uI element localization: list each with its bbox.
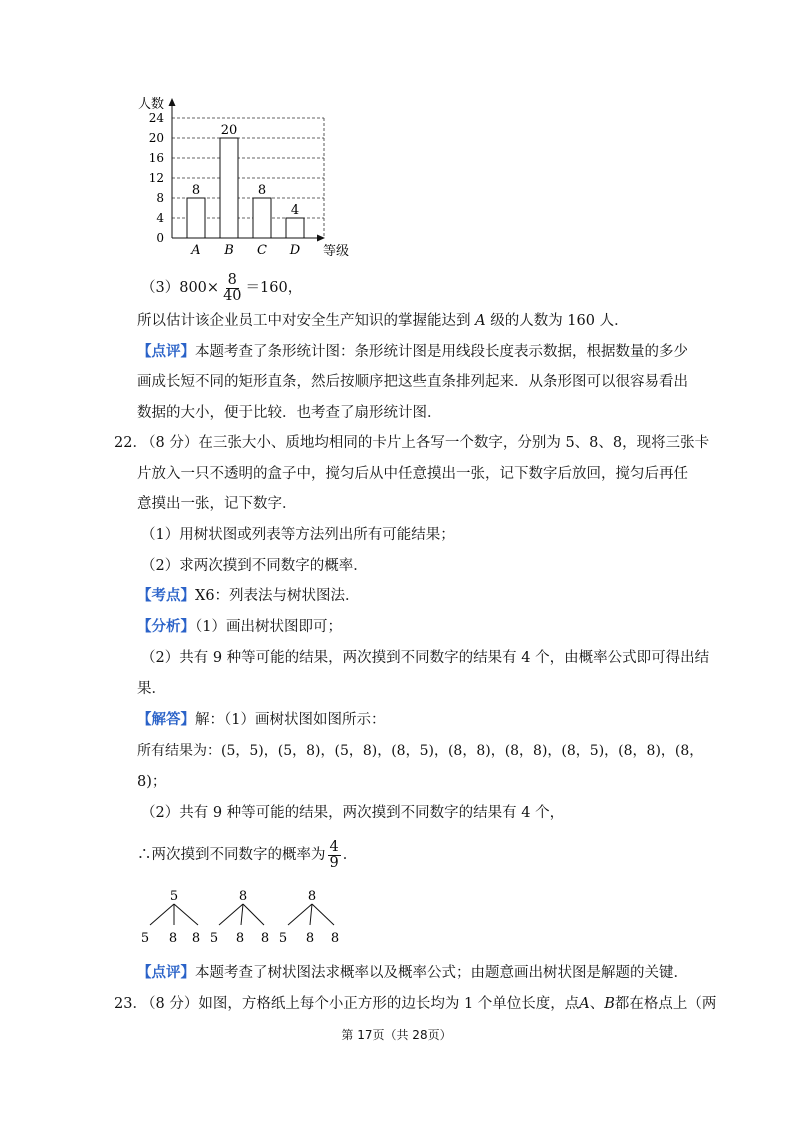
q22-kaodian bbox=[137, 586, 360, 606]
q23-number: 23． bbox=[114, 996, 147, 1012]
q22-comment-text: 本题考查了树状图法求概率以及概率公式；由题意画出树状图是解题的关键． bbox=[195, 965, 688, 981]
y-tick-20: 20 bbox=[148, 131, 164, 145]
q21-part3-result: ＝160， bbox=[245, 280, 303, 296]
data-label-B: 20 bbox=[220, 123, 238, 138]
data-label-C: 8 bbox=[257, 183, 267, 198]
q22-fenxi-line-2: （2）共有 9 种等可能的结果，两次摸到不同数字的结果有 4 个，由概率公式即可得出结 bbox=[141, 650, 710, 666]
page-footer: 第 17页（共 28页） bbox=[341, 1028, 452, 1042]
tree-2-leaf-1: 5 bbox=[209, 931, 219, 946]
tree-3-leaf-3: 8 bbox=[330, 931, 340, 946]
bar-chart bbox=[130, 92, 370, 262]
y-tick-0: 0 bbox=[156, 231, 164, 245]
q23-line-1a: （8 分）如图，方格纸上每个小正方形的边长均为 1 个单位长度，点 bbox=[141, 996, 580, 1012]
q22-jieda-text-1: 解：（1）画树状图如图所示： bbox=[195, 712, 386, 728]
bar-C bbox=[253, 198, 271, 238]
chart-bars bbox=[187, 138, 304, 238]
y-axis-arrow bbox=[169, 98, 176, 106]
q22-prob-den: 9 bbox=[329, 854, 339, 871]
q21-part3-prefix: （3）800× bbox=[141, 280, 220, 296]
q22-fenxi bbox=[137, 617, 342, 637]
tree-3-leaf-1: 5 bbox=[278, 931, 288, 946]
q23-var-a: A bbox=[579, 996, 590, 1012]
y-tick-4: 4 bbox=[156, 211, 164, 225]
q22-prob-prefix: ∴两次摸到不同数字的概率为 bbox=[137, 847, 326, 863]
q21-conclusion-b: 级的人数为 160 人． bbox=[490, 313, 629, 329]
chart-x-tick-labels bbox=[190, 243, 300, 258]
q22-results-line-2: 8)； bbox=[137, 774, 167, 790]
q22-line-3: 意摸出一张，记下数字． bbox=[137, 496, 297, 512]
q22-number: 22． bbox=[114, 435, 147, 451]
tree-1 bbox=[141, 889, 200, 946]
tree-3 bbox=[279, 889, 339, 946]
y-tick-24: 24 bbox=[148, 111, 164, 125]
tree-2-root: 8 bbox=[238, 889, 248, 904]
q22-results-line-1: 所有结果为：(5，5)，(5，8)，(5，8)，(8，5)，(8，8)，(8，8)，(8，5)，(8，8)，(8， bbox=[137, 743, 704, 759]
q23-line-1 bbox=[141, 994, 716, 1014]
q23-sep: 、 bbox=[589, 996, 605, 1012]
chart-data-labels bbox=[192, 123, 299, 218]
q21-part3-frac-num: 8 bbox=[227, 271, 237, 288]
data-label-A: 8 bbox=[191, 183, 201, 198]
tree-3-root: 8 bbox=[307, 889, 317, 904]
q21-conclusion-var: A bbox=[475, 313, 486, 329]
q22-line-2: 片放入一只不透明的盒子中，搅匀后从中任意摸出一张，记下数字后放回，搅匀后再任 bbox=[137, 466, 688, 482]
x-tick-C: C bbox=[257, 243, 267, 258]
x-tick-B: B bbox=[224, 243, 234, 258]
x-tick-A: A bbox=[191, 243, 201, 258]
q22-prob-fraction bbox=[328, 840, 341, 871]
q21-comment-line-1 bbox=[137, 342, 688, 362]
q22-jieda bbox=[137, 710, 385, 730]
tree-1-leaf-3: 8 bbox=[191, 931, 201, 946]
tree-1-root: 5 bbox=[169, 889, 179, 904]
tree-diagram bbox=[130, 883, 360, 953]
q22-fenxi-tag: 【分析】 bbox=[137, 618, 195, 635]
q22-fenxi-text-1: （1）画出树状图即可； bbox=[195, 619, 342, 635]
tree-2-leaf-2: 8 bbox=[235, 931, 245, 946]
q22-jieda-line-2: （2）共有 9 种等可能的结果，两次摸到不同数字的结果有 4 个， bbox=[141, 805, 565, 821]
q21-comment-line-3: 数据的大小，便于比较．也考查了扇形统计图． bbox=[137, 405, 442, 421]
q21-conclusion bbox=[137, 311, 629, 331]
q22-comment bbox=[137, 963, 688, 983]
q22-comment-tag: 【点评】 bbox=[137, 964, 195, 981]
y-axis-label: 人数 bbox=[138, 97, 165, 112]
q22-kaodian-tag: 【考点】 bbox=[137, 587, 195, 604]
x-tick-D: D bbox=[289, 243, 301, 258]
q22-line-1: （8 分）在三张大小、质地均相同的卡片上各写一个数字，分别为 5、8、8，现将三张卡 bbox=[141, 435, 710, 451]
q22-kaodian-text: X6：列表法与树状图法． bbox=[195, 588, 360, 604]
q21-comment-text-1: 本题考查了条形统计图：条形统计图是用线段长度表示数据，根据数量的多少 bbox=[195, 344, 688, 360]
q21-part3-fraction bbox=[221, 273, 243, 304]
q23-var-b: B bbox=[604, 996, 615, 1012]
q22-prob-num: 4 bbox=[329, 838, 339, 855]
tree-2-leaf-3: 8 bbox=[260, 931, 270, 946]
bar-B bbox=[220, 138, 238, 238]
q21-comment-tag: 【点评】 bbox=[137, 343, 195, 360]
q22-fenxi-line-3: 果． bbox=[137, 681, 166, 697]
chart-y-tick-labels bbox=[149, 111, 165, 245]
data-label-D: 4 bbox=[290, 203, 300, 218]
tree-3-leaf-2: 8 bbox=[305, 931, 315, 946]
q21-part3 bbox=[141, 268, 302, 308]
y-tick-12: 12 bbox=[148, 171, 164, 185]
bar-D bbox=[286, 218, 304, 238]
q23-line-1b: 都在格点上（两 bbox=[614, 996, 717, 1012]
q22-probability bbox=[137, 834, 357, 876]
bar-A bbox=[187, 198, 205, 238]
tree-2 bbox=[210, 889, 269, 946]
x-axis-label: 等级 bbox=[323, 244, 350, 259]
q22-prob-suffix: ． bbox=[342, 847, 358, 863]
q21-comment-line-2: 画成长短不同的矩形直条，然后按顺序把这些直条排列起来．从条形图可以很容易看出 bbox=[137, 374, 688, 390]
q22-subquestion-1: （1）用树状图或列表等方法列出所有可能结果； bbox=[141, 527, 455, 543]
y-tick-8: 8 bbox=[156, 191, 164, 205]
tree-1-leaf-2: 8 bbox=[168, 931, 178, 946]
q22-subquestion-2: （2）求两次摸到不同数字的概率． bbox=[141, 558, 368, 574]
q22-jieda-tag: 【解答】 bbox=[137, 711, 195, 728]
q21-conclusion-a: 所以估计该企业员工中对安全生产知识的掌握能达到 bbox=[137, 313, 471, 329]
tree-1-leaf-1: 5 bbox=[140, 931, 150, 946]
q21-part3-frac-den: 40 bbox=[223, 287, 242, 304]
y-tick-16: 16 bbox=[148, 151, 164, 165]
